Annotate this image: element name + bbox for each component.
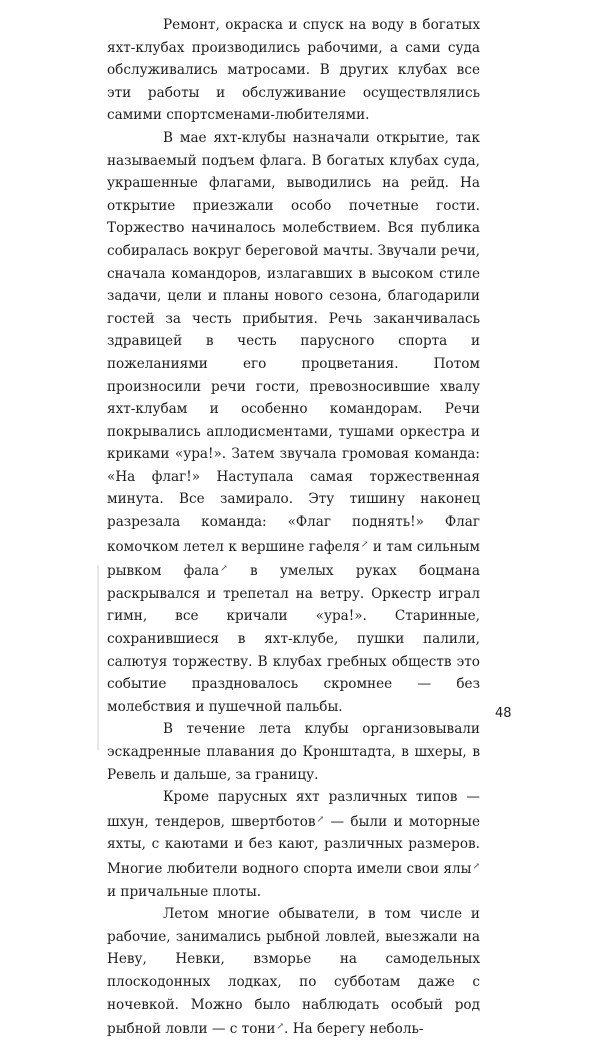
page-number: 48 [495, 706, 512, 721]
paragraph-2-text-a: В мае яхт-клубы назначали открытие, так называемый подъем флага. В богатых клубах суда, украшенные флагами, выводились на рейд. На открытие приезжали особо почетные гости. Торжество начиналось молебствием. Вся публика собиралась вокруг береговой мачты. Звучали речи, сначала командоров, излагавших в высоком стиле задачи, цели и планы нового сезона, благодарили гостей за честь прибытия. Речь заканчивалась здравицей в честь парусного спорта и пожеланиями его процветания. Потом произносили речи гости, превозносившие хвалу яхт-клубам и особенно командорам. Речи покрывались аплодисментами, тушами оркестра и криками «ура!». Затем звучала громовая команда: «На флаг!» Наступала самая торжественная минута. Все замирало. Эту тишину наконец разрезала команда: «Флаг поднять!» Флаг комочком летел к вершине гафеля [107, 129, 480, 555]
paragraph-3-text: В течение лета клубы организовывали эскадренные плавания до Кронштадта, в шхеры, в Ревель и дальше, за границу. [107, 721, 480, 783]
footnote-link-icon-yal[interactable]: ↗ [472, 861, 480, 872]
footnote-link-icon-fal[interactable]: ↗ [220, 564, 228, 575]
footnote-link-icon-tonya[interactable]: ↗ [276, 1022, 285, 1033]
paragraph-2 [107, 127, 480, 718]
paragraph-5 [107, 903, 480, 1041]
paragraph-4 [107, 786, 480, 903]
footnote-link-icon-gafel[interactable]: ↗ [360, 539, 369, 550]
footnote-link-icon-shvertbot[interactable]: ↗ [316, 814, 325, 825]
paragraph-4-text-c: и причальные плоты. [107, 883, 262, 900]
paragraph-5-text-b: . На берегу неболь- [284, 1021, 424, 1038]
book-page-text [107, 14, 480, 1041]
paragraph-1 [107, 14, 480, 127]
paragraph-2-text-c: в умелых руках боцмана раскрывался и трепетал на ветру. Оркестр играл гимн, все кричали «ура!». Старинные, сохранившиеся в яхт-клубе, пушки палили, салютуя торжеству. В клубах гребных обществ это событие праздновалось скромнее — без молебствия и пушечной пальбы. [107, 563, 480, 715]
paragraph-5-text-a: Летом многие обыватели, в том числе и рабочие, занимались рыбной ловлей, выезжали на Неву, Невки, взморье на самодельных плоскодонных лодках, по субботам даже с ночевкой. Можно было наблюдать особый род рыбной ловли — с тони [107, 906, 480, 1038]
paragraph-3 [107, 718, 480, 786]
paragraph-1-text: Ремонт, окраска и спуск на воду в богатых яхт-клубах производились рабочими, а сами суда обслуживались матросами. В других клубах все эти работы и обслуживание осуществлялись самими спортсменами-любителями. [107, 17, 480, 124]
paragraph-4-text-a: Кроме парусных яхт различных типов — шхун, тендеров, швертботов [107, 789, 480, 830]
page-edge-shadow [97, 565, 99, 750]
paragraph-2-text-b: и там сильным рывком фала [107, 538, 480, 580]
paragraph-4-text-b: — были и моторные яхты, с каютами и без кают, различных размеров. Многие любители водного спорта имели свои ялы [107, 813, 480, 877]
